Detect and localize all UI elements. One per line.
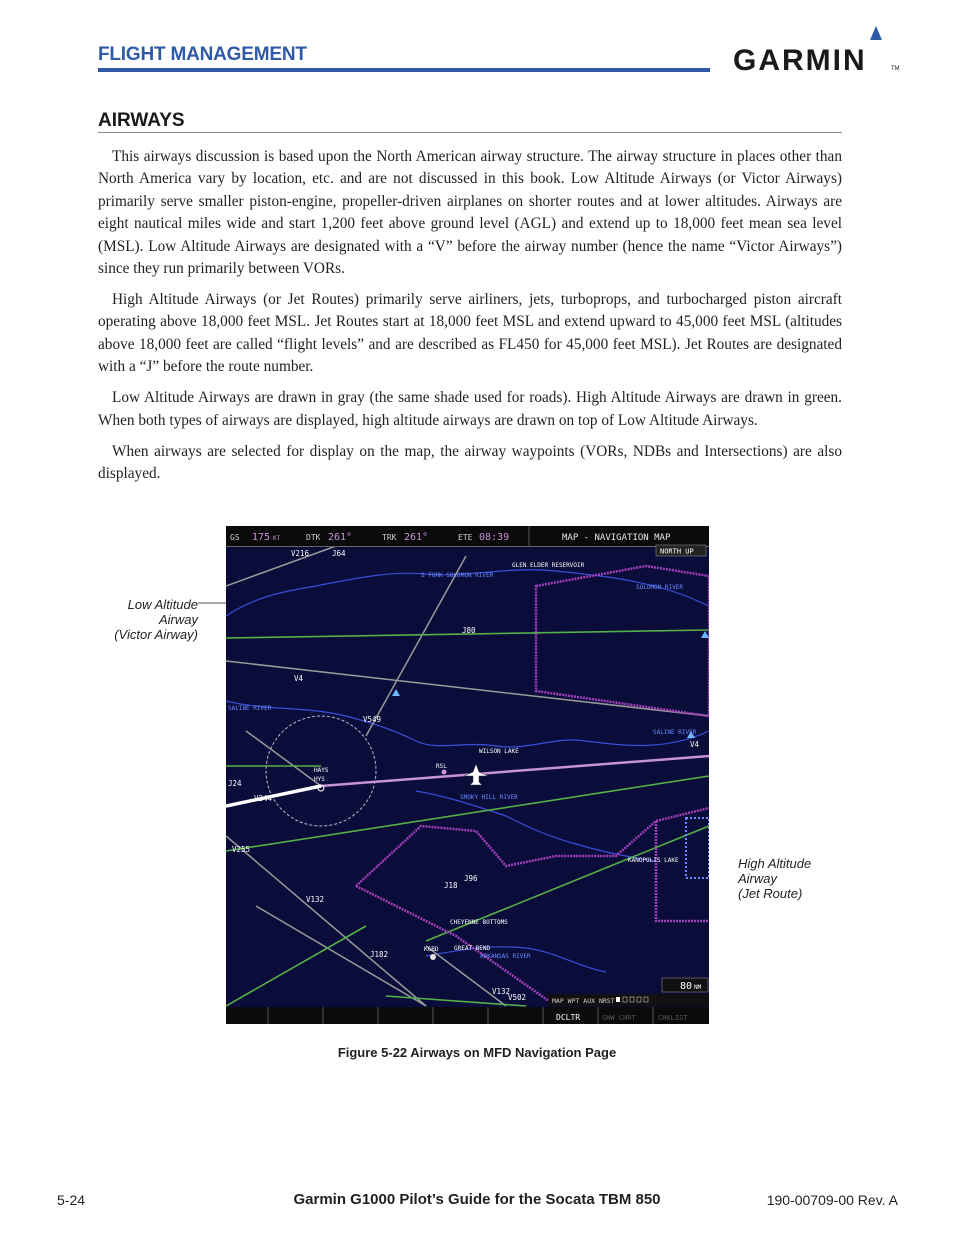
mfd-screen	[226, 526, 709, 1024]
dtk-label: DTK	[306, 533, 321, 542]
range-value: 80	[680, 981, 693, 992]
place-label: ARKANSAS RIVER	[480, 953, 531, 960]
waypoint-icon	[442, 770, 447, 775]
gs-unit: KT	[273, 535, 281, 542]
page-title: AIRWAYS	[98, 110, 185, 131]
gs-label: GS	[230, 533, 240, 542]
place-label: KGBD	[424, 946, 439, 953]
airport-icon	[430, 954, 436, 960]
paragraph: Low Altitude Airways are drawn in gray (the same shade used for roads). High Altitude Airways are drawn in green. When both types of airways are displayed, high altitude airways are drawn on top of Low Altitude Airways.	[98, 389, 842, 429]
airway-label: J96	[464, 874, 478, 883]
gs-value: 175	[252, 532, 271, 543]
place-label: CHEYENNE BOTTOMS	[450, 919, 508, 926]
trademark-mark: TM	[891, 66, 900, 72]
figure-caption: Figure 5-22 Airways on MFD Navigation Page	[337, 1045, 617, 1060]
callout-line: (Victor Airway)	[114, 627, 198, 642]
mfd-navigation-map-figure	[226, 526, 709, 1024]
ete-label: ETE	[458, 533, 473, 542]
paragraph: This airways discussion is based upon the North American airway structure. The airway structure in places other than North America vary by location, etc. and are not discussed in this book. Low Altitude Airways (or Victor Airways) primarily serve smaller piston-engine, propeller-driven airplanes on shorter routes and at lower altitudes. Airways are eight nautical miles wide and start 1,200 feet above ground level (AGL) and extend up to 18,000 feet mean sea level (MSL). Low Altitude Airways are designated with a “V” before the airway number (hence the name “Victor Airways”) since they run primarily between VORs.	[98, 148, 842, 278]
place-label: GLEN ELDER RESERVOIR	[512, 562, 585, 569]
map-page-title: MAP - NAVIGATION MAP	[562, 533, 671, 543]
ete-value: 08:39	[479, 532, 510, 543]
range-unit: NM	[694, 984, 702, 991]
callout-line: Airway	[738, 871, 778, 886]
section-header: FLIGHT MANAGEMENT	[98, 44, 307, 65]
place-label: RSL	[436, 763, 447, 770]
airway-label: J24	[228, 779, 242, 788]
paragraph: When airways are selected for display on the map, the airway waypoints (VORs, NDBs and Intersections) are also displayed.	[98, 442, 842, 483]
airway-label: V502	[508, 993, 527, 1002]
place-label: SOLOMON RIVER	[636, 584, 683, 591]
airway-label: V255	[232, 845, 251, 854]
page-groups: MAP WPT AUX NRST	[552, 997, 615, 1005]
place-label: HYS	[314, 776, 325, 783]
softkey-shw-chrt[interactable]: SHW CHRT	[602, 1014, 636, 1022]
airway-label: V132	[492, 987, 511, 996]
trk-label: TRK	[382, 533, 397, 542]
airway-label: V244	[254, 794, 273, 803]
place-label: SALINE RIVER	[653, 729, 697, 736]
callout-line: High Altitude	[738, 856, 812, 871]
airway-label: V132	[306, 895, 325, 904]
place-label: S FORK SOLOMON RIVER	[421, 572, 494, 579]
place-label: GREAT BEND	[454, 945, 491, 952]
airway-label: V4	[690, 740, 700, 749]
trk-value: 261°	[404, 532, 429, 543]
callout-line: Airway	[158, 612, 198, 627]
airway-label: J18	[444, 881, 458, 890]
softkey-dcltr[interactable]: DCLTR	[556, 1013, 581, 1022]
place-label: SMOKY HILL RIVER	[460, 794, 518, 801]
callout-line: (Jet Route)	[738, 886, 803, 901]
airway-label: V549	[363, 715, 382, 724]
place-label: KANOPOLIS LAKE	[628, 857, 679, 864]
dtk-value: 261°	[328, 532, 353, 543]
callout-line: Low Altitude	[127, 597, 198, 612]
airway-label: J80	[462, 626, 476, 635]
document-number: 190-00709-00 Rev. A	[766, 1192, 898, 1208]
guide-title: Garmin G1000 Pilot’s Guide for the Socata TBM 850	[293, 1191, 661, 1208]
softkey-bar	[226, 1007, 709, 1024]
softkey-chklist[interactable]: CHKLIST	[658, 1014, 688, 1022]
orientation-label: NORTH UP	[660, 547, 694, 556]
page-number: 5-24	[57, 1192, 86, 1208]
paragraph: High Altitude Airways (or Jet Routes) primarily serve airliners, jets, turboprops, and turbocharged piston aircraft operating above 18,000 feet MSL. Jet Routes start at 18,000 feet MSL and extend upward to 45,000 feet MSL (altitudes above 18,000 feet are called “flight levels” and are described as FL450 for 45,000 feet MSL). Jet Routes are designated with a “J” before the route number.	[98, 291, 842, 376]
place-label: WILSON LAKE	[479, 748, 519, 755]
airway-label: J182	[370, 950, 389, 959]
airway-label: V216	[291, 549, 310, 558]
garmin-wordmark: GARMIN	[733, 44, 867, 77]
airway-label: V4	[294, 674, 304, 683]
place-label: SALINE RIVER	[228, 705, 272, 712]
airway-label: J64	[332, 549, 346, 558]
place-label: HAYS	[314, 767, 329, 774]
